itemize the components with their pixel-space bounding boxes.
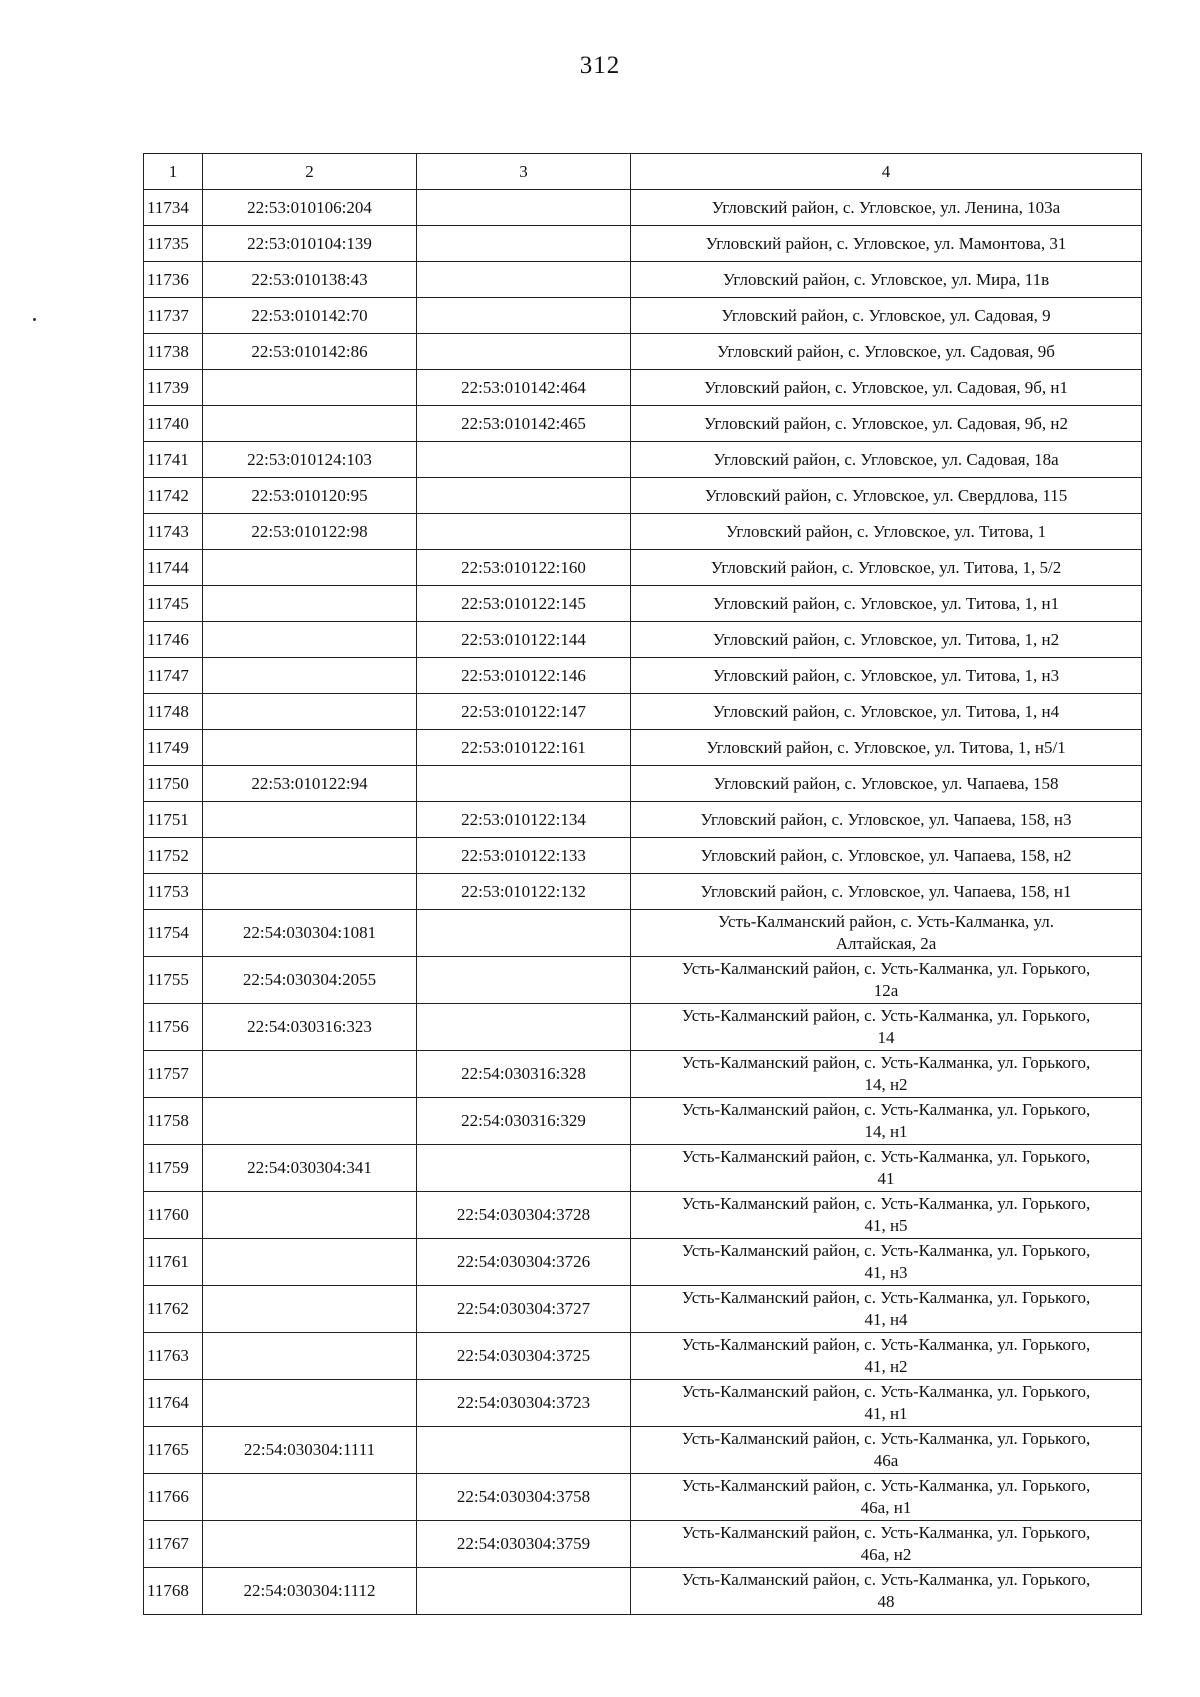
table-row <box>144 1098 1142 1145</box>
premises-number-cell: 22:53:010142:465 <box>417 406 631 442</box>
address-cell: Усть-Калманский район, с. Усть-Калманка, ул. Горького, 14 <box>631 1004 1142 1051</box>
cadastral-number-cell <box>203 1239 417 1286</box>
premises-number-cell <box>417 442 631 478</box>
cadastral-number-cell: 22:54:030304:1081 <box>203 910 417 957</box>
cadastral-number-cell: 22:53:010122:98 <box>203 514 417 550</box>
address-cell: Угловский район, с. Угловское, ул. Чапаева, 158, н2 <box>631 838 1142 874</box>
table-row <box>144 1521 1142 1568</box>
row-number-cell: 11735 <box>144 226 203 262</box>
premises-number-cell: 22:54:030316:329 <box>417 1098 631 1145</box>
address-cell: Усть-Калманский район, с. Усть-Калманка, ул. Горького, 14, н1 <box>631 1098 1142 1145</box>
premises-number-cell <box>417 298 631 334</box>
cadastral-number-cell: 22:53:010120:95 <box>203 478 417 514</box>
row-number-cell: 11748 <box>144 694 203 730</box>
premises-number-cell: 22:54:030304:3723 <box>417 1380 631 1427</box>
cadastral-number-cell <box>203 694 417 730</box>
premises-number-cell <box>417 514 631 550</box>
row-number-cell: 11743 <box>144 514 203 550</box>
address-cell: Усть-Калманский район, с. Усть-Калманка, ул. Горького, 46а <box>631 1427 1142 1474</box>
premises-number-cell <box>417 1004 631 1051</box>
row-number-cell: 11756 <box>144 1004 203 1051</box>
table-row <box>144 874 1142 910</box>
table-row <box>144 1004 1142 1051</box>
address-cell: Усть-Калманский район, с. Усть-Калманка, ул. Горького, 46а, н1 <box>631 1474 1142 1521</box>
row-number-cell: 11762 <box>144 1286 203 1333</box>
premises-number-cell <box>417 1427 631 1474</box>
table-row <box>144 766 1142 802</box>
table-row <box>144 550 1142 586</box>
address-cell: Угловский район, с. Угловское, ул. Садовая, 9б, н1 <box>631 370 1142 406</box>
table-row <box>144 514 1142 550</box>
premises-number-cell: 22:53:010122:145 <box>417 586 631 622</box>
address-cell: Угловский район, с. Угловское, ул. Титова, 1 <box>631 514 1142 550</box>
address-cell: Угловский район, с. Угловское, ул. Титова, 1, н2 <box>631 622 1142 658</box>
premises-number-cell: 22:53:010142:464 <box>417 370 631 406</box>
row-number-cell: 11739 <box>144 370 203 406</box>
header-col-4: 4 <box>631 154 1142 190</box>
address-cell: Усть-Калманский район, с. Усть-Калманка, ул. Горького, 41, н3 <box>631 1239 1142 1286</box>
table-row <box>144 658 1142 694</box>
header-row <box>144 154 1142 190</box>
cadastral-number-cell <box>203 838 417 874</box>
row-number-cell: 11759 <box>144 1145 203 1192</box>
row-number-cell: 11737 <box>144 298 203 334</box>
address-cell: Угловский район, с. Угловское, ул. Чапаева, 158 <box>631 766 1142 802</box>
address-cell: Угловский район, с. Угловское, ул. Садовая, 18а <box>631 442 1142 478</box>
cadastral-number-cell: 22:53:010104:139 <box>203 226 417 262</box>
premises-number-cell <box>417 190 631 226</box>
table-row <box>144 802 1142 838</box>
address-cell: Угловский район, с. Угловское, ул. Чапаева, 158, н1 <box>631 874 1142 910</box>
cadastral-number-cell <box>203 1333 417 1380</box>
address-cell: Угловский район, с. Угловское, ул. Титова, 1, н1 <box>631 586 1142 622</box>
row-number-cell: 11738 <box>144 334 203 370</box>
table-row <box>144 1286 1142 1333</box>
address-cell: Угловский район, с. Угловское, ул. Свердлова, 115 <box>631 478 1142 514</box>
address-cell: Усть-Калманский район, с. Усть-Калманка, ул. Горького, 41 <box>631 1145 1142 1192</box>
row-number-cell: 11741 <box>144 442 203 478</box>
premises-number-cell: 22:53:010122:146 <box>417 658 631 694</box>
address-cell: Угловский район, с. Угловское, ул. Садовая, 9 <box>631 298 1142 334</box>
table-row <box>144 442 1142 478</box>
address-cell: Угловский район, с. Угловское, ул. Титова, 1, 5/2 <box>631 550 1142 586</box>
cadastral-number-cell: 22:54:030304:1112 <box>203 1568 417 1615</box>
address-cell: Угловский район, с. Угловское, ул. Мамонтова, 31 <box>631 226 1142 262</box>
table-row <box>144 838 1142 874</box>
premises-number-cell: 22:54:030304:3725 <box>417 1333 631 1380</box>
cadastral-number-cell <box>203 874 417 910</box>
row-number-cell: 11744 <box>144 550 203 586</box>
row-number-cell: 11764 <box>144 1380 203 1427</box>
table-row <box>144 730 1142 766</box>
table-row <box>144 478 1142 514</box>
table-row <box>144 1427 1142 1474</box>
row-number-cell: 11750 <box>144 766 203 802</box>
address-cell: Угловский район, с. Угловское, ул. Садовая, 9б, н2 <box>631 406 1142 442</box>
cadastral-number-cell <box>203 586 417 622</box>
row-number-cell: 11746 <box>144 622 203 658</box>
premises-number-cell: 22:53:010122:161 <box>417 730 631 766</box>
table-row <box>144 586 1142 622</box>
premises-number-cell: 22:53:010122:144 <box>417 622 631 658</box>
row-number-cell: 11747 <box>144 658 203 694</box>
table-row <box>144 1192 1142 1239</box>
cadastral-number-cell: 22:53:010106:204 <box>203 190 417 226</box>
table-row <box>144 622 1142 658</box>
cadastral-number-cell <box>203 370 417 406</box>
header-col-2: 2 <box>203 154 417 190</box>
premises-number-cell: 22:54:030304:3727 <box>417 1286 631 1333</box>
cadastral-number-cell: 22:53:010138:43 <box>203 262 417 298</box>
address-cell: Угловский район, с. Угловское, ул. Мира, 11в <box>631 262 1142 298</box>
table-row <box>144 1333 1142 1380</box>
premises-number-cell: 22:54:030304:3726 <box>417 1239 631 1286</box>
table-row <box>144 190 1142 226</box>
row-number-cell: 11765 <box>144 1427 203 1474</box>
premises-number-cell <box>417 1568 631 1615</box>
address-cell: Угловский район, с. Угловское, ул. Титова, 1, н3 <box>631 658 1142 694</box>
premises-number-cell <box>417 957 631 1004</box>
premises-number-cell: 22:53:010122:133 <box>417 838 631 874</box>
cadastral-number-cell <box>203 1286 417 1333</box>
table-row <box>144 334 1142 370</box>
cadastral-number-cell: 22:54:030304:1111 <box>203 1427 417 1474</box>
row-number-cell: 11767 <box>144 1521 203 1568</box>
cadastral-number-cell <box>203 1098 417 1145</box>
cadastral-number-cell: 22:54:030304:2055 <box>203 957 417 1004</box>
premises-number-cell: 22:54:030304:3758 <box>417 1474 631 1521</box>
address-cell: Усть-Калманский район, с. Усть-Калманка, ул. Горького, 41, н2 <box>631 1333 1142 1380</box>
cadastral-number-cell <box>203 1192 417 1239</box>
premises-number-cell: 22:54:030304:3728 <box>417 1192 631 1239</box>
cadastral-number-cell <box>203 802 417 838</box>
cadastral-number-cell <box>203 1380 417 1427</box>
cadastral-number-cell: 22:54:030304:341 <box>203 1145 417 1192</box>
premises-number-cell <box>417 910 631 957</box>
cadastral-number-cell <box>203 622 417 658</box>
address-cell: Усть-Калманский район, с. Усть-Калманка, ул. Горького, 48 <box>631 1568 1142 1615</box>
page-number: 312 <box>579 52 621 79</box>
row-number-cell: 11760 <box>144 1192 203 1239</box>
premises-number-cell <box>417 766 631 802</box>
premises-number-cell <box>417 478 631 514</box>
row-number-cell: 11766 <box>144 1474 203 1521</box>
row-number-cell: 11752 <box>144 838 203 874</box>
table-row <box>144 957 1142 1004</box>
cadastral-number-cell <box>203 406 417 442</box>
table-body <box>144 190 1142 1615</box>
address-cell: Угловский район, с. Угловское, ул. Садовая, 9б <box>631 334 1142 370</box>
row-number-cell: 11734 <box>144 190 203 226</box>
table-row <box>144 910 1142 957</box>
cadastral-number-cell <box>203 658 417 694</box>
table-row <box>144 1474 1142 1521</box>
cadastral-number-cell <box>203 730 417 766</box>
cadastral-number-cell <box>203 1474 417 1521</box>
row-number-cell: 11757 <box>144 1051 203 1098</box>
premises-number-cell <box>417 262 631 298</box>
address-cell: Усть-Калманский район, с. Усть-Калманка, ул. Горького, 41, н1 <box>631 1380 1142 1427</box>
address-cell: Усть-Калманский район, с. Усть-Калманка, ул. Горького, 46а, н2 <box>631 1521 1142 1568</box>
cadastral-number-cell <box>203 1521 417 1568</box>
table-row <box>144 262 1142 298</box>
row-number-cell: 11751 <box>144 802 203 838</box>
premises-number-cell: 22:53:010122:132 <box>417 874 631 910</box>
premises-number-cell <box>417 334 631 370</box>
row-number-cell: 11763 <box>144 1333 203 1380</box>
premises-number-cell <box>417 226 631 262</box>
cadastral-number-cell: 22:53:010142:86 <box>203 334 417 370</box>
row-number-cell: 11742 <box>144 478 203 514</box>
row-number-cell: 11740 <box>144 406 203 442</box>
cadastral-number-cell: 22:53:010124:103 <box>203 442 417 478</box>
table-row <box>144 226 1142 262</box>
row-number-cell: 11753 <box>144 874 203 910</box>
cadastral-number-cell <box>203 550 417 586</box>
address-cell: Усть-Калманский район, с. Усть-Калманка, ул. Горького, 12а <box>631 957 1142 1004</box>
table-row <box>144 370 1142 406</box>
address-cell: Усть-Калманский район, с. Усть-Калманка, ул. Горького, 41, н4 <box>631 1286 1142 1333</box>
row-number-cell: 11754 <box>144 910 203 957</box>
row-number-cell: 11745 <box>144 586 203 622</box>
cadastral-number-cell: 22:53:010142:70 <box>203 298 417 334</box>
premises-number-cell: 22:54:030316:328 <box>417 1051 631 1098</box>
row-number-cell: 11761 <box>144 1239 203 1286</box>
table-row <box>144 1568 1142 1615</box>
row-number-cell: 11749 <box>144 730 203 766</box>
table-row <box>144 694 1142 730</box>
premises-number-cell: 22:54:030304:3759 <box>417 1521 631 1568</box>
registry-table <box>143 153 1142 1615</box>
header-col-1: 1 <box>144 154 203 190</box>
cadastral-number-cell: 22:53:010122:94 <box>203 766 417 802</box>
table-row <box>144 1051 1142 1098</box>
address-cell: Угловский район, с. Угловское, ул. Ленина, 103а <box>631 190 1142 226</box>
address-cell: Угловский район, с. Угловское, ул. Титова, 1, н5/1 <box>631 730 1142 766</box>
row-number-cell: 11768 <box>144 1568 203 1615</box>
table-row <box>144 1239 1142 1286</box>
premises-number-cell: 22:53:010122:134 <box>417 802 631 838</box>
row-number-cell: 11758 <box>144 1098 203 1145</box>
scan-speck <box>33 318 36 321</box>
address-cell: Усть-Калманский район, с. Усть-Калманка, ул. Алтайская, 2а <box>631 910 1142 957</box>
row-number-cell: 11736 <box>144 262 203 298</box>
header-col-3: 3 <box>417 154 631 190</box>
premises-number-cell: 22:53:010122:160 <box>417 550 631 586</box>
cadastral-number-cell: 22:54:030316:323 <box>203 1004 417 1051</box>
table-row <box>144 1145 1142 1192</box>
address-cell: Усть-Калманский район, с. Усть-Калманка, ул. Горького, 14, н2 <box>631 1051 1142 1098</box>
table-row <box>144 1380 1142 1427</box>
table-row <box>144 406 1142 442</box>
address-cell: Усть-Калманский район, с. Усть-Калманка, ул. Горького, 41, н5 <box>631 1192 1142 1239</box>
row-number-cell: 11755 <box>144 957 203 1004</box>
premises-number-cell: 22:53:010122:147 <box>417 694 631 730</box>
table-row <box>144 298 1142 334</box>
address-cell: Угловский район, с. Угловское, ул. Чапаева, 158, н3 <box>631 802 1142 838</box>
premises-number-cell <box>417 1145 631 1192</box>
cadastral-number-cell <box>203 1051 417 1098</box>
address-cell: Угловский район, с. Угловское, ул. Титова, 1, н4 <box>631 694 1142 730</box>
